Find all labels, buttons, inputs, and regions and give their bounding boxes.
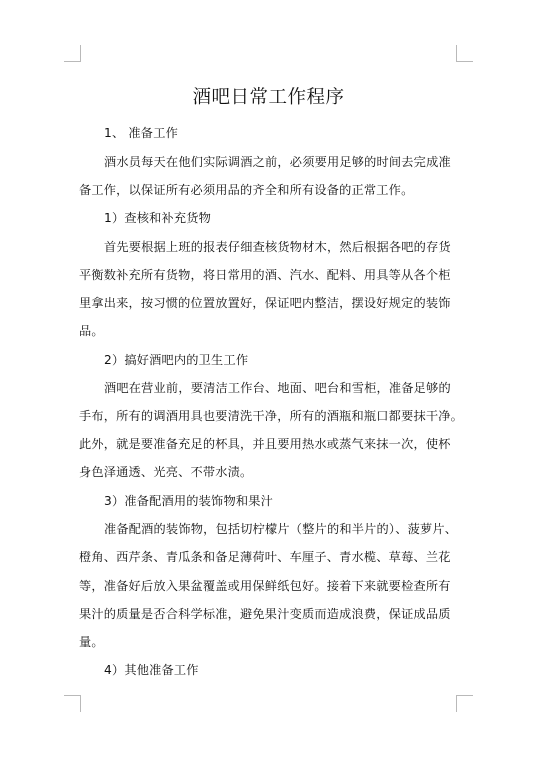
paragraph-line: 手布，所有的调酒用具也要清洗干净，所有的酒瓶和瓶口都要抹干净。: [79, 409, 464, 423]
crop-mark-bottom-left-h: [64, 695, 81, 696]
crop-mark-top-right-v: [456, 45, 457, 62]
crop-mark-top-left-h: [64, 61, 81, 62]
paragraph-line: 备工作，以保证所有必须用品的齐全和所有设备的正常工作。: [79, 183, 414, 197]
crop-mark-top-right-h: [456, 61, 473, 62]
paragraph-line: 此外，就是要准备充足的杯具，并且要用热水或蒸气来抹一次，使杯: [79, 437, 451, 451]
paragraph-line: 酒水员每天在他们实际调酒之前，必须要用足够的时间去完成准: [104, 155, 451, 169]
paragraph-line: 等，准备好后放入果盆覆盖或用保鲜纸包好。接着下来就要检查所有: [79, 579, 451, 593]
paragraph-line: 里拿出来，按习惯的位置放置好，保证吧内整洁，摆设好规定的装饰: [79, 296, 451, 310]
crop-mark-top-left-v: [80, 45, 81, 62]
paragraph-line: 橙角、西芹条、青瓜条和备足薄荷叶、车厘子、青水榄、草莓、兰花: [79, 550, 451, 564]
subsection-heading: 1）查核和补充货物: [104, 211, 212, 225]
crop-mark-bottom-right-h: [456, 695, 473, 696]
paragraph-line: 首先要根据上班的报表仔细查核货物材木，然后根据各吧的存货: [104, 240, 451, 254]
paragraph-line: 量。: [79, 635, 104, 649]
subsection-heading: 3）准备配酒用的装饰物和果汁: [104, 494, 273, 508]
paragraph-line: 准备配酒的装饰物，包括切柠檬片（整片的和半片的）、菠萝片、: [104, 522, 458, 536]
subsection-heading: 4）其他准备工作: [104, 663, 199, 677]
crop-mark-bottom-right-v: [456, 695, 457, 712]
paragraph-line: 品。: [79, 324, 104, 338]
paragraph-line: 平衡数补充所有货物，将日常用的酒、汽水、配料、用具等从各个柜: [79, 268, 451, 282]
section-heading: 1、 准备工作: [104, 126, 178, 140]
subsection-heading: 2）搞好酒吧内的卫生工作: [104, 353, 249, 367]
paragraph-line: 酒吧在营业前，要清洁工作台、地面、吧台和雪柜，准备足够的: [104, 381, 451, 395]
paragraph-line: 身色泽通透、光亮、不带水渍。: [79, 465, 253, 479]
document-title: 酒吧日常工作程序: [192, 87, 345, 108]
crop-mark-bottom-left-v: [80, 695, 81, 712]
paragraph-line: 果汁的质量是否合科学标准，避免果汁变质而造成浪费，保证成品质: [79, 607, 451, 621]
